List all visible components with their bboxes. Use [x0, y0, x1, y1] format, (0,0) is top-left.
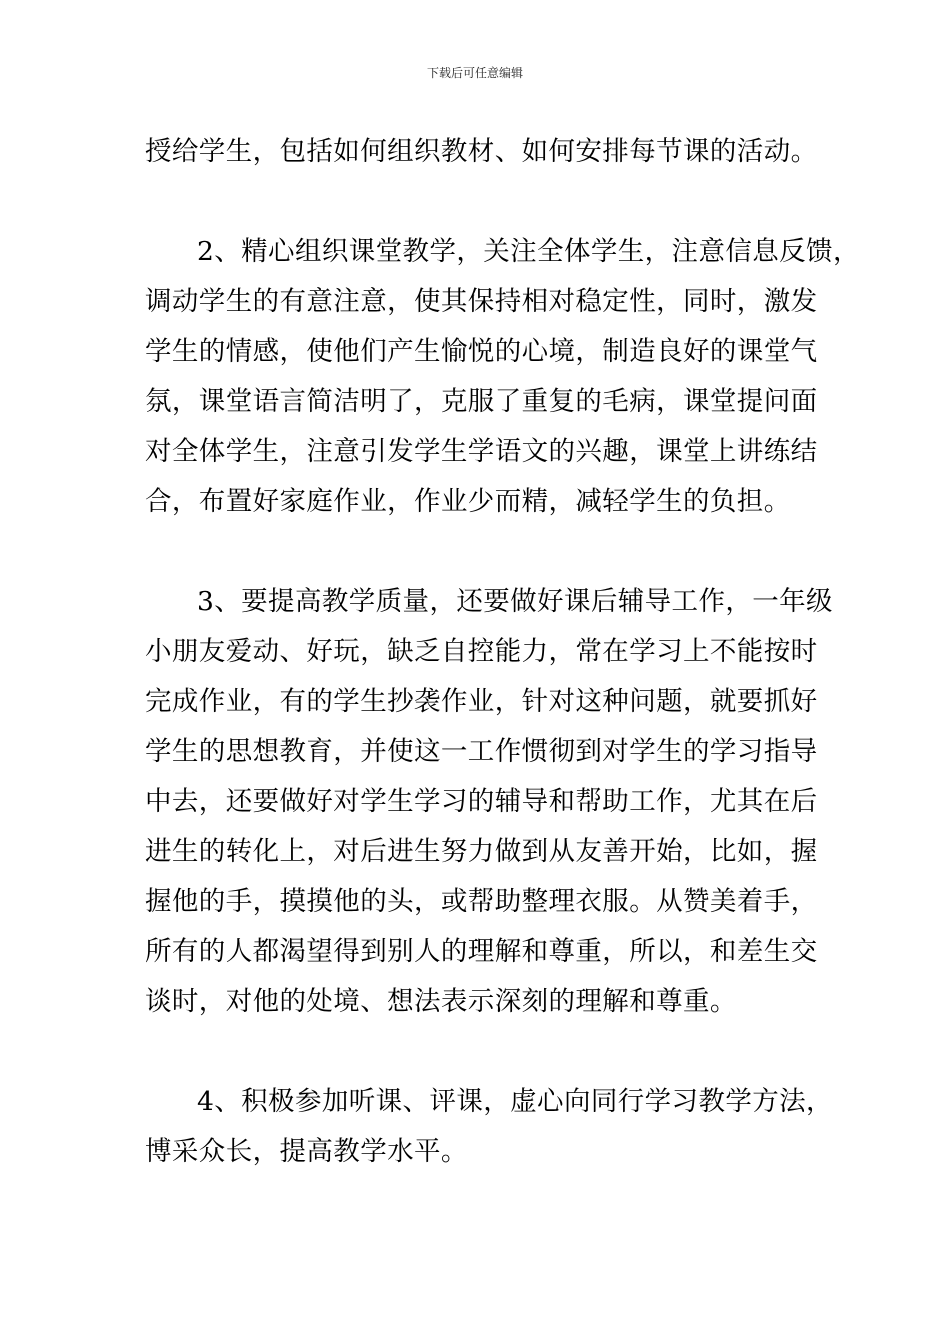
text-line: 所有的人都渴望得到别人的理解和尊重，所以，和差生交	[145, 936, 818, 967]
text-line: 2、精心组织课堂教学，关注全体学生，注意信息反馈，	[197, 236, 860, 267]
text-line: 对全体学生，注意引发学生学语文的兴趣，课堂上讲练结	[145, 436, 818, 467]
text-line: 中去，还要做好对学生学习的辅导和帮助工作，尤其在后	[145, 786, 818, 817]
text-line: 谈时，对他的处境、想法表示深刻的理解和尊重。	[145, 986, 737, 1017]
paragraph-4	[145, 1077, 835, 1177]
text-line: 握他的手，摸摸他的头，或帮助整理衣服。从赞美着手，	[145, 886, 818, 917]
paragraph-gap	[145, 527, 835, 577]
paragraph-gap	[145, 177, 835, 227]
text-line: 合，布置好家庭作业，作业少而精，减轻学生的负担。	[145, 486, 791, 517]
text-line: 进生的转化上，对后进生努力做到从友善开始，比如，握	[145, 836, 818, 867]
text-line: 完成作业，有的学生抄袭作业，针对这种问题，就要抓好	[145, 686, 818, 717]
text-line: 氛，课堂语言简洁明了，克服了重复的毛病，课堂提问面	[145, 386, 818, 417]
paragraph-2	[145, 227, 860, 527]
page-header-note: 下载后可任意编辑	[426, 66, 523, 80]
text-line: 调动学生的有意注意，使其保持相对稳定性，同时，激发	[145, 286, 818, 317]
document-body	[145, 127, 860, 1177]
text-line: 3、要提高教学质量，还要做好课后辅导工作，一年级	[197, 586, 833, 617]
text-line: 授给学生，包括如何组织教材、如何安排每节课的活动。	[145, 136, 818, 167]
paragraph-gap	[145, 1027, 835, 1077]
paragraph-3	[145, 577, 835, 1027]
text-line: 4、积极参加听课、评课，虚心向同行学习教学方法，	[197, 1086, 833, 1117]
text-line: 小朋友爱动、好玩，缺乏自控能力，常在学习上不能按时	[145, 636, 818, 667]
text-line: 博采众长，提高教学水平。	[145, 1136, 468, 1167]
text-line: 学生的思想教育，并使这一工作惯彻到对学生的学习指导	[145, 736, 818, 767]
paragraph-1	[145, 127, 835, 177]
text-line: 学生的情感，使他们产生愉悦的心境，制造良好的课堂气	[145, 336, 818, 367]
